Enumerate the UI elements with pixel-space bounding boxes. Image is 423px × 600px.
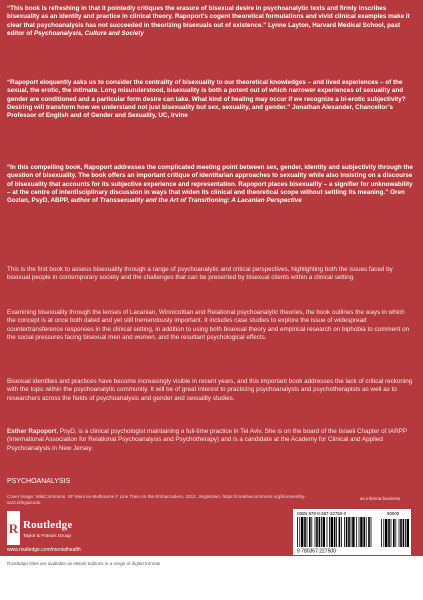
description-paragraph-1: This is the first book to assess bisexuality through a range of psychoanalytic and critical perspectives, highlighting both the issues faced by bisexual people in contemporary society and the challenges that can be presented by bisexual clients within a clinical setting. (7, 266, 393, 282)
barcode-bar (297, 517, 298, 547)
publisher-website-link[interactable]: www.routledge.com/mentalhealth (7, 547, 81, 553)
barcode-bar (301, 517, 303, 547)
barcode-bar (351, 517, 352, 547)
barcode-bar (381, 519, 382, 547)
description-paragraph-3: Bisexual identities and practices have become increasingly visible in recent years, and this important book addresses the lack of critical reckoning with the topic within the psychoanalytic community. It will be of great interest to practicing psychoanalysts and psychotherapists as well as to researchers across the fields of psychoanalysis and gender and sexuality studies. (7, 378, 413, 402)
barcode-bar (363, 517, 365, 547)
logo-mark-letter: R (8, 521, 19, 536)
barcode-bar (403, 519, 405, 547)
barcode-bar (327, 517, 328, 547)
barcode-bar (336, 517, 337, 547)
endorsement-1-quote: “This book is refreshing in that it pointedly critiques the erasure of bisexual desire in psychoanalytic texts and firmly inscribes bisexuality as an identity and practice in clinical theory. Rapoport’s cogent theoretical formulations and vivid clinical examples make it clear that psychoanalysis has not succeeded in theorizing bisexuals out of existence.” (7, 5, 410, 29)
barcode-digits: 9 780367 227500 (297, 548, 336, 555)
publisher-logo (7, 511, 137, 547)
barcode-bar (366, 517, 367, 547)
endorsement-2-quote: “Rapoport eloquently asks us to consider the centrality of bisexuality to our theoretical knowledges – and lived experiences – of the sexual, the erotic, the intimate. Long misunderstood, bisexuality is both a potent out of which narrower experiences of sexuality and gender are conditioned and a particular form desire can take. What kind of healing may occur if we recognize a bi-erotic subjectivity? Desiring will transform how we understand not just bisexuality but sex, sexuality, and gender.” (7, 79, 406, 111)
barcode-bar (360, 517, 362, 547)
barcode-bar (407, 519, 409, 547)
endorsement-1 (7, 5, 413, 38)
endorsement-3 (7, 164, 413, 205)
endorsement-1-attribution: Lynne Layton, Harvard Medical School, past editor of (7, 21, 401, 37)
barcode-bar (359, 517, 360, 547)
description-paragraph-2: Examining bisexuality through the lenses of Lacanian, Winnicottian and Relational psychoanalytic theories, the book outlines the ways in which the concept is at once both dated and yet still tremendously important. It includes case studies to explore the issue of widespread countertransference responses in the clinical setting, in addition to using both bisexual theory and empirical research on biphobia to comment on the social pressures facing bisexual men and women, and the resultant psychological effects. (7, 309, 410, 341)
barcode-bar (346, 517, 348, 547)
routledge-r-icon (7, 511, 20, 545)
barcode-bar (391, 519, 392, 547)
isbn-barcode (293, 509, 411, 555)
barcode-bar (393, 519, 395, 547)
barcode-bar (307, 517, 308, 547)
barcode-bar (385, 519, 387, 547)
barcode-bar (352, 517, 354, 547)
isbn-text: ISBN 978-0-367-22750-0 (297, 511, 347, 516)
endorsement-2 (7, 79, 413, 120)
author-bio (7, 428, 413, 453)
barcode-bar (399, 519, 400, 547)
barcode-bar (356, 517, 357, 547)
author-name: Esther Rapoport (7, 428, 57, 435)
barcode-graphic (293, 509, 411, 555)
barcode-bar (368, 517, 370, 547)
barcode-bar (331, 517, 333, 547)
barcode-bar (371, 517, 372, 547)
barcode-bar (400, 519, 402, 547)
barcode-bars (297, 517, 371, 547)
author-bio-text: , PsyD, is a clinical psychologist maintaining a full-time practice in Tel Aviv. She is on the board of the Israeli Chapter of IARPP (International Association for Relational Psychoanalysis and Psychotherapy) and is a candidate at the Academy for Clinical and Applied Psychoanalysis in New Jersey. (7, 428, 407, 452)
endorsement-1-journal: Psychoanalysis, Culture and Society (33, 29, 144, 37)
barcode-bar (319, 517, 321, 547)
footer-strip (0, 556, 423, 600)
endorsement-3-attribution: Oren Gozlan, PsyD, ABPP, author of (7, 188, 405, 205)
barcode-bar (329, 517, 330, 547)
barcode-bar (388, 519, 390, 547)
barcode-bar (309, 517, 311, 547)
barcode-bar (405, 519, 406, 547)
publisher-name: Routledge (23, 519, 73, 531)
informa-label: an informa business (360, 496, 401, 501)
endorsement-3-book-title: Transsexuality and the Art of Transitioning: A Lacanian Perspective (99, 197, 302, 205)
ebook-availability-note: Routledge titles are available as eBook editions in a range of digital formats (7, 561, 161, 566)
barcode-bar (304, 517, 306, 547)
barcode-bar (383, 519, 384, 547)
barcode-bar (321, 517, 322, 547)
barcode-bar (316, 517, 318, 547)
barcode-bar (299, 517, 300, 547)
barcode-bar (311, 517, 312, 547)
barcode-bar (339, 517, 341, 547)
barcode-addon-bars (381, 519, 409, 547)
barcode-bar (323, 517, 325, 547)
endorsement-2-attribution: Jonathan Alexander, Chancellor’s Professor of English and of Gender and Sexuality, UC, Irvine (7, 103, 393, 120)
barcode-bar (341, 517, 342, 547)
barcode-bar (334, 517, 336, 547)
barcode-bar (395, 519, 396, 547)
barcode-bar (344, 517, 345, 547)
publisher-tagline: Taylor & Francis Group (23, 533, 71, 538)
price-code-text: 90000 (387, 511, 400, 516)
barcode-bar (348, 517, 350, 547)
cover-image-credit: Cover image: WikiCommons. SF Muni ex-Melbourne F Line Tram on the Embarcadero, 2012. Jingletown. https://creativecommons.org/licenses/by-sa/3.0/legalcode (7, 494, 306, 505)
subject-category: PSYCHOANALYSIS (7, 478, 71, 485)
endorsement-3-quote: “In this compelling book, Rapoport addresses the complicated meeting point between sex, gender, identity and subjectivity through the question of bisexuality. The book offers an important critique of identitarian approaches to sexuality while also insisting on a discourse of bisexuality that accounts for its subjective experience and representation. Rapoport places bisexuality – a signifier for unknowability – at the centre of interdisciplinary discussion in ways that widen its clinical and theoretical scope without settling its meaning.” (7, 164, 413, 196)
barcode-bar (315, 517, 316, 547)
